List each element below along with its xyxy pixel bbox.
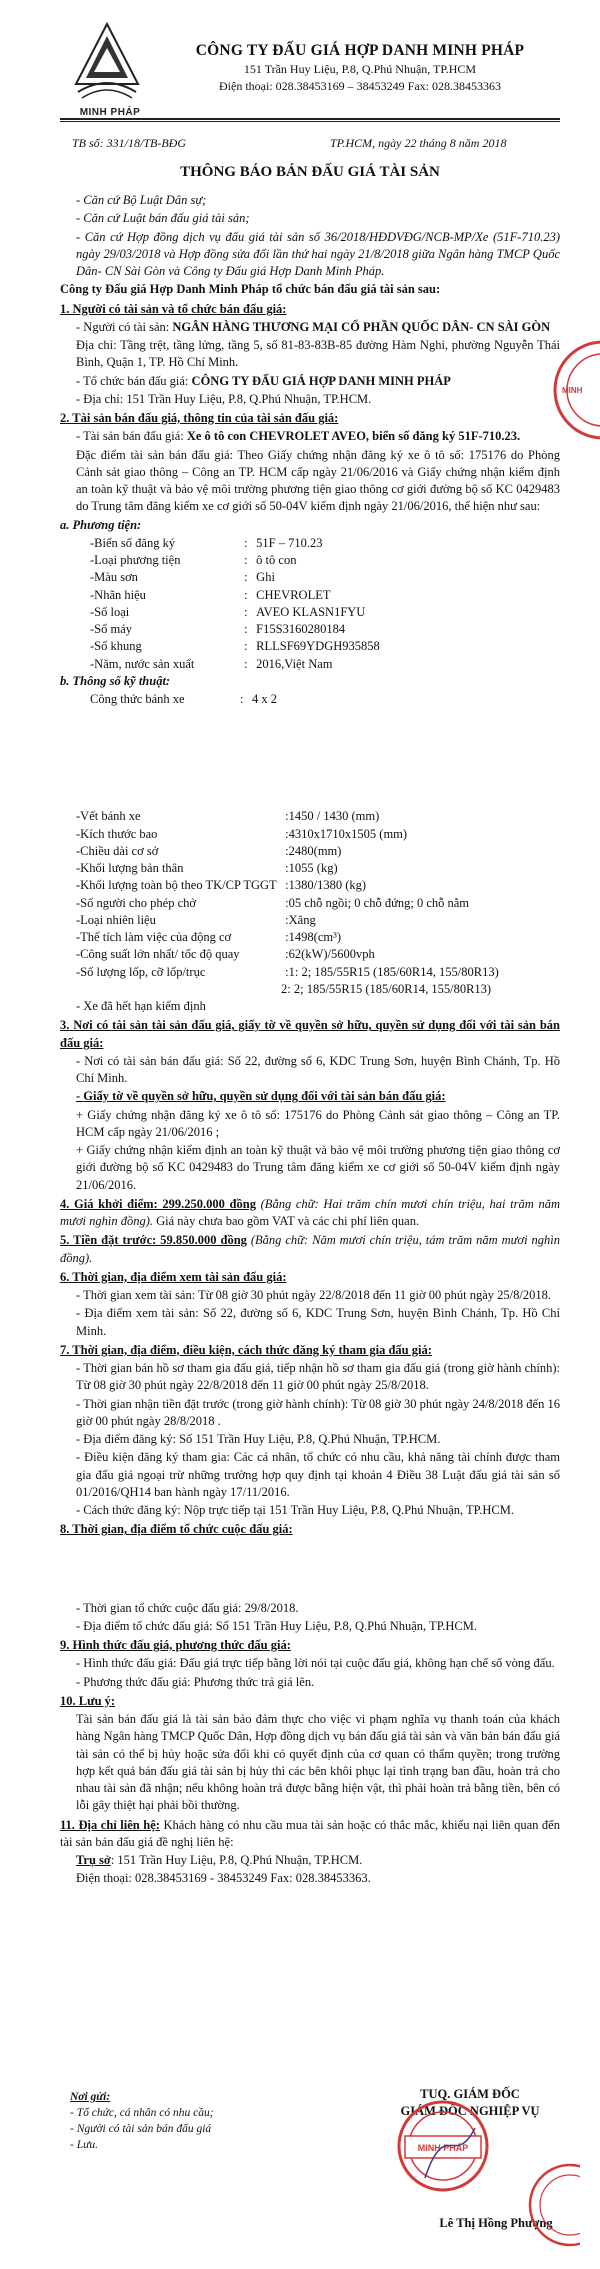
spec-row: - Số người cho phép chở : 05 chỗ ngồi; 0 chỗ đứng; 0 chỗ nằm xyxy=(76,895,470,910)
spec-row: - Vết bánh xe : 1450 / 1430 (mm) xyxy=(76,809,380,824)
hq-line: Trụ sở: 151 Trần Huy Liệu, P.8, Q.Phú Nhuận, TP.HCM. xyxy=(76,1853,363,1867)
doc-1: + Giấy chứng nhận đăng ký xe ô tô số: 175176 do Phòng Cảnh sát giao thông – Công an TP. HCM cấp ngày 21/06/2016 ; xyxy=(76,1107,560,1139)
note-text: Tài sản bán đấu giá là tài sản bảo đảm thực cho việc vi phạm nghĩa vụ thanh toán của khách hàng Ngân hàng TMCP Quốc Dân, Hợp đồng dịch vụ bán đấu giá tài sản và văn bản bán đấu giá tài sản có thể bị hủy hoặc sửa đổi khi có quyết định của cơ quan có thẩm quyền; trong trường hợp kết quả bán đấu giá tài sản bị hủy thì các bên khôi phục lại tình trạng ban đầu, hoàn trả cho nhau tài sản đã nhận; nếu không hoàn trả được bằng hiện vật, thì phải hoàn trả bằng tiền, bên có lỗi gây thiệt hại phải bồi thường. xyxy=(76,1712,560,1813)
spec-row: - Thể tích làm việc của động cơ : 1498(cm³) xyxy=(76,930,341,944)
spec-row: - Khối lượng toàn bộ theo TK/CP TGGT : 1380/1380 (kg) xyxy=(76,878,367,893)
docs-heading: - Giấy tờ về quyền sở hữu, quyền sử dụng đối với tài sản bán đấu giá: xyxy=(76,1089,446,1104)
section-7-heading: 7. Thời gian, địa điểm, điều kiện, cách thức đăng ký tham gia đấu giá: xyxy=(60,1342,432,1357)
doc-2: + Giấy chứng nhận kiểm định an toàn kỹ thuật và bảo vệ môi trường phương tiện giao thông cơ giới đường bộ số KC 0429483 do Trung tâm đăng kiểm xe cơ giới số 50-04V kiểm định ngày 21/06/2016. xyxy=(76,1143,560,1192)
seal-fragment-icon xyxy=(548,335,600,445)
document-title: THÔNG BÁO BÁN ĐẤU GIÁ TÀI SẢN xyxy=(180,164,440,180)
auction-place: - Địa điểm tổ chức đấu giá: Số 151 Trần Huy Liệu, P.8, Q.Phú Nhuận, TP.HCM. xyxy=(76,1618,477,1633)
view-time: - Thời gian xem tài sản: Từ 08 giờ 30 phút ngày 22/8/2018 đến 11 giờ 00 phút ngày 25/8/2018. xyxy=(76,1288,551,1302)
svg-text:MINH PHÁP: MINH PHÁP xyxy=(417,2143,469,2153)
spec-row: - Biển số đăng ký : 51F – 710.23 xyxy=(90,535,323,550)
spec-table xyxy=(60,808,560,998)
company-seal-icon xyxy=(395,2098,491,2194)
spec-row: - Loại phương tiện : ô tô con xyxy=(90,553,297,567)
recipient-item: - Lưu. xyxy=(70,2138,98,2151)
blank-space xyxy=(60,1540,560,1600)
basis-item: - Căn cứ Luật bán đấu giá tài sản; xyxy=(76,211,250,226)
spec-row: - Số máy : F15S3160280184 xyxy=(90,622,346,636)
section-5: 5. Tiền đặt trước: 59.850.000 đồng (Bằng chữ: Năm mươi chín triệu, tám trăm năm mươi nghìn đồng). xyxy=(60,1233,560,1265)
company-name: CÔNG TY ĐẤU GIÁ HỢP DANH MINH PHÁP xyxy=(195,42,525,59)
spec-row: 2: 2; 185/55R15 (185/60R14, 155/80R13) xyxy=(281,981,492,996)
svg-text:MINH: MINH xyxy=(562,386,583,395)
header-divider-thin xyxy=(60,121,560,122)
reg-line-3: - Địa điểm đăng ký: Số 151 Trần Huy Liệu, P.8, Q.Phú Nhuận, TP.HCM. xyxy=(76,1432,441,1446)
basis-item: - Căn cứ Hợp đồng dịch vụ đấu giá tài sản số 36/2018/HĐDVĐG/NCB-MP/Xe (51F-710.23) ngày 29/03/2018 và Hợp đồng sửa đổi lần thứ hai ngày 21/8/2018 giữa Ngân hàng TMCP Quốc Dân- CN Sài Gòn và Công ty Đấu giá Hợp Danh Minh Pháp. xyxy=(76,229,561,278)
auction-form: - Hình thức đấu giá: Đấu giá trực tiếp bằng lời nói tại cuộc đấu giá, không hạn chế số vòng đấu. xyxy=(76,1656,555,1671)
asset-line: - Tài sản bán đấu giá: Xe ô tô con CHEVROLET AVEO, biển số đăng ký 51F-710.23. xyxy=(76,429,521,444)
spec-row: - Màu sơn : Ghi xyxy=(90,570,275,585)
inspection-note: - Xe đã hết hạn kiểm định xyxy=(76,999,206,1013)
issue-date: TP.HCM, ngày 22 tháng 8 năm 2018 xyxy=(330,136,507,150)
section-8-heading: 8. Thời gian, địa điểm tổ chức cuộc đấu giá: xyxy=(60,1522,293,1537)
spec-row: - Loại nhiên liệu : Xăng xyxy=(76,912,316,927)
signer-name: Lê Thị Hồng Phượng xyxy=(439,2216,553,2230)
reg-line-4: - Điều kiện đăng ký tham gia: Các cá nhân, tổ chức có nhu cầu, khả năng tài chính được tham gia đấu giá ngoại trừ những trường hợp quy định tại khoản 4 Điều 38 Luật đấu giá tài sản số 01/2016/QH14 ban hành ngày 17/11/2016. xyxy=(76,1450,560,1499)
section-11: 11. Địa chỉ liên hệ: Khách hàng có nhu cầu mua tài sản hoặc có thắc mắc, khiếu nại liên quan đến tài sản bán đấu giá đề nghị liên hệ: xyxy=(60,1817,560,1849)
section-2-heading: 2. Tài sản bán đấu giá, thông tin của tài sản đấu giá: xyxy=(60,411,339,425)
spec-row: - Kích thước bao : 4310x1710x1505 (mm) xyxy=(76,826,408,841)
owner-address: Địa chỉ: Tầng trệt, tầng lửng, tầng 5, số 81-83-83B-85 đường Hàm Nghi, phường Nguyễn Thái Bình, Quận 1, TP. Hồ Chí Minh. xyxy=(76,338,560,370)
org-address: - Địa chỉ: 151 Trần Huy Liệu, P.8, Q.Phú Nhuận, TP.HCM. xyxy=(76,391,372,406)
section-1-heading: 1. Người có tài sản và tổ chức bán đấu giá: xyxy=(60,301,287,316)
seal-fragment-icon xyxy=(500,2150,580,2250)
asset-place: - Nơi có tài sản bán đấu giá: Số 22, đường số 6, KDC Trung Sơn, huyện Bình Chánh, Tp. Hồ Chí Minh. xyxy=(76,1053,560,1085)
owner-line: - Người có tài sản: NGÂN HÀNG THƯƠNG MẠI CỔ PHẦN QUỐC DÂN- CN SÀI GÒN xyxy=(76,319,551,334)
reg-line-2: - Thời gian nhận tiền đặt trước (trong giờ hành chính): Từ 08 giờ 30 phút ngày 24/8/2018 đến 16 giờ 00 phút ngày 28/8/2018 . xyxy=(76,1396,560,1428)
recipient-item: - Người có tài sản bán đấu giá xyxy=(70,2122,212,2135)
reg-line-1: - Thời gian bán hồ sơ tham gia đấu giá, tiếp nhận hồ sơ tham gia đấu giá (trong giờ hành chính): Từ 08 giờ 30 phút ngày 22/8/2018 đến 11 giờ 00 phút ngày 25/8/2018. xyxy=(76,1361,560,1393)
basis-item: - Căn cứ Bộ Luật Dân sự; xyxy=(76,193,207,207)
company-header xyxy=(150,40,570,94)
company-contact: Điện thoại: 028.38453169 – 38453249 Fax: 028.38453363 xyxy=(219,78,501,93)
section-6-heading: 6. Thời gian, địa điểm xem tài sản đấu giá: xyxy=(60,1269,287,1284)
spec-row: Công thức bánh xe : 4 x 2 xyxy=(90,692,277,706)
spec-row: - Số lượng lốp, cỡ lốp/trục : 1: 2; 185/55R15 (185/60R14, 155/80R13) xyxy=(76,964,499,979)
section-2a-heading: a. Phương tiện: xyxy=(60,517,142,532)
logo-text: MINH PHÁP xyxy=(79,107,141,118)
asset-description: Đặc điểm tài sản bán đấu giá: Theo Giấy chứng nhận đăng ký xe ô tô số: 175176 do Phòng Cảnh sát giao thông – Công an TP. HCM cấp ngày 21/06/2016 và Giấy chứng nhận kiểm định an toàn kỹ thuật và bảo vệ môi trường phương tiện giao thông cơ giới đường bộ số KC 0429483 do Trung tâm đăng kiểm xe cơ giới số 50-04V kiểm định ngày 21/06/2016, thể hiện như sau: xyxy=(76,447,560,514)
section-2b-heading: b. Thông số kỹ thuật: xyxy=(60,673,171,688)
section-9-heading: 9. Hình thức đấu giá, phương thức đấu giá: xyxy=(60,1638,291,1652)
spec-row: - Số khung : RLLSF69YDGH935858 xyxy=(90,639,380,654)
vehicle-table xyxy=(60,535,560,673)
document-body xyxy=(60,192,560,1889)
recipients-title: Nơi gửi: xyxy=(70,2091,111,2103)
spec-row: - Công suất lớn nhất/ tốc độ quay : 62(kW)/5600vph xyxy=(76,947,375,962)
company-logo-icon xyxy=(68,22,146,104)
phone-line: Điện thoại: 028.38453169 - 38453249 Fax: 028.38453363. xyxy=(76,1871,371,1886)
company-address: 151 Trần Huy Liệu, P.8, Q.Phú Nhuận, TP.HCM xyxy=(243,62,477,77)
auction-time: - Thời gian tổ chức cuộc đấu giá: 29/8/2018. xyxy=(76,1600,299,1615)
blank-space xyxy=(60,708,560,808)
recipients-block xyxy=(70,2090,320,2153)
intro-line: Công ty Đấu giá Hợp Danh Minh Pháp tổ chức bán đấu giá tài sản sau: xyxy=(60,282,441,297)
header-divider xyxy=(60,118,560,120)
signature-title-2: GIÁM ĐỐC NGHIỆP VỤ xyxy=(400,2104,540,2119)
section-4: 4. Giá khởi điểm: 299.250.000 đồng (Bằng chữ: Hai trăm chín mươi chín triệu, hai trăm năm mươi nghìn đồng). Giá này chưa bao gồm VAT và các chi phí liên quan. xyxy=(60,1196,560,1228)
view-place: - Địa điểm xem tài sản: Số 22, đường số 6, KDC Trung Sơn, huyện Bình Chánh, Tp. Hồ Chí Minh. xyxy=(76,1306,560,1338)
section-3-heading: 3. Nơi có tài sản tài sản đấu giá, giấy tờ về quyền sở hữu, quyền sử dụng đối với tài sản bán đấu giá: xyxy=(60,1018,560,1050)
signature-title-1: TUQ. GIÁM ĐỐC xyxy=(420,2087,520,2101)
recipient-item: - Tổ chức, cá nhân có nhu cầu; xyxy=(70,2106,214,2119)
spec-row: - Số loại : AVEO KLASN1FYU xyxy=(90,604,366,619)
spec-row: - Khối lượng bản thân : 1055 (kg) xyxy=(76,861,338,875)
spec-row: - Năm, nước sản xuất : 2016,Việt Nam xyxy=(90,656,333,671)
section-10-heading: 10. Lưu ý: xyxy=(60,1693,116,1708)
reference-number: TB số: 331/18/TB-BĐG xyxy=(72,136,186,150)
spec-row: - Nhãn hiệu : CHEVROLET xyxy=(90,587,331,602)
spec-row: - Chiều dài cơ sở : 2480(mm) xyxy=(76,843,342,858)
reg-line-5: - Cách thức đăng ký: Nộp trực tiếp tại 151 Trần Huy Liệu, P.8, Q.Phú Nhuận, TP.HCM. xyxy=(76,1503,514,1517)
auction-method: - Phương thức đấu giá: Phương thức trả giá lên. xyxy=(76,1674,315,1689)
org-line: - Tổ chức bán đấu giá: CÔNG TY ĐẤU GIÁ HỢP DANH MINH PHÁP xyxy=(76,373,451,388)
